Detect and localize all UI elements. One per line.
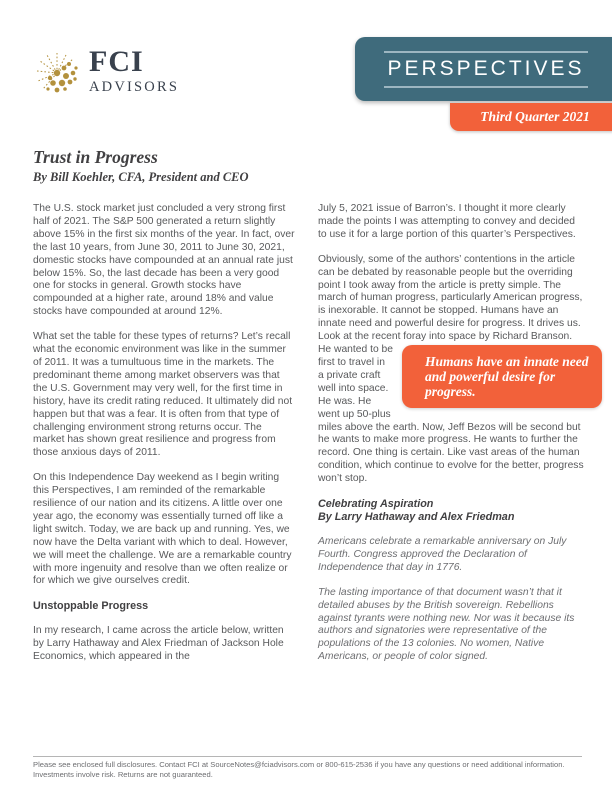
quoted-article-paragraph: The lasting importance of that document wasn’t that it detailed abuses by the British sovereign. Rebellions against tyrants were nothing new. Nor was it because its authors and signatories were representative of the populations of the 13 colonies. No women, Native Americans, or people of color signed. — [318, 586, 575, 663]
body-paragraph: On this Independence Day weekend as I begin writing this Perspectives, I am reminded of the remarkable resilience of our nation and its citizens. A little over one year ago, the economy was essentially turned off like a light switch. Today, we are back up and running. Yes, we now have the Delta variant with which to deal. However, we will meet the challenge. We are a remarkable country with more ingenuity and resolve than we often realize or for which we give ourselves credit. — [33, 472, 292, 587]
disclosure-line-2: Investments involve risk. Returns are not guaranteed. — [33, 769, 213, 779]
body-paragraph: The U.S. stock market just concluded a very strong first half of 2021. The S&P 500 generated a return slightly above 15% in the first six months of the year. In fact, over the last 10 years, from June 30, 2011 to June 30, 2021, domestic stocks have compounded at an annual rate just below 15%. So, the last decade has been a very good one for stocks in general. Growth stocks have compounded at a higher rate, around 18% and value stocks have compounded at around 12%. — [33, 203, 295, 318]
section-heading-unstoppable-progress: Unstoppable Progress — [33, 600, 149, 613]
logo-wordmark — [89, 47, 179, 95]
logo-fci-text: FCI — [89, 45, 144, 78]
body-paragraph: What set the table for these types of returns? Let’s recall what the economic environment was like in the summer of 2011. It was a tumultuous time in the markets. The predominant theme among market observers was that the U.S. Government may very well, for the first time in history, have its credit rating reduced. It ultimately did not happen but that was a fear. It is often from that type of challenging environment strong returns occur. The market has shown great resilience and progress from those anxious days of 2011. — [33, 331, 293, 459]
body-paragraph: July 5, 2021 issue of Barron’s. I thought it more clearly made the points I was attempting to convey and decided to use it for a large portion of this quarter’s Perspectives. — [318, 203, 576, 240]
banner-rule-bottom — [384, 86, 588, 88]
issue-ribbon: Third Quarter 2021 — [450, 103, 612, 131]
article-title: Trust in Progress — [33, 147, 158, 167]
body-paragraph: Obviously, some of the authors’ contentions in the article can be debated by reasonable people but the overriding point I took away from the article is pretty simple. The march of human progress, particularly American progress, is inexorable. It cannot be stopped. Humans have an innate need and powerful desire for progress. It drives us. Look at the recent foray into space by Richard Branson. — [318, 253, 583, 343]
disclosure-line-1: Please see enclosed full disclosures. Contact FCI at SourceNotes@fciadvisors.com or 800-615-2536 if you have any questions or need additional information. — [33, 760, 565, 769]
globe-dots-icon — [35, 51, 81, 97]
quoted-article-paragraph: Americans celebrate a remarkable anniversary on July Fourth. Congress approved the Declaration of Independence that day in 1776. — [318, 536, 567, 573]
disclosure-footer — [33, 756, 582, 779]
body-paragraph: In my research, I came across the article below, written by Larry Hathaway and Alex Friedman of Jackson Hole Economics, which appeared in the — [33, 625, 284, 663]
right-column — [318, 203, 589, 676]
pull-quote-box — [402, 345, 602, 408]
article-byline: By Bill Koehler, CFA, President and CEO — [33, 170, 249, 184]
section-byline: By Larry Hathaway and Alex Friedman — [318, 511, 515, 524]
section-heading-celebrating-aspiration: Celebrating Aspiration — [318, 498, 434, 511]
perspectives-banner — [355, 37, 612, 101]
left-column — [33, 203, 296, 676]
body-paragraph-with-pullquote — [318, 344, 589, 486]
perspectives-banner-inner — [384, 51, 588, 88]
newsletter-title: PERSPECTIVES — [387, 56, 585, 80]
logo-advisors-text: ADVISORS — [89, 79, 180, 95]
pull-quote-text: Humans have an innate need and powerful desire for progress. — [425, 354, 589, 400]
fci-advisors-logo — [35, 47, 179, 97]
banner-rule-top — [384, 51, 588, 53]
body-text-wrap: He wanted to be first to travel in a private craft well into space. He was. He went up 50-plus miles above the earth. Now, Jeff Bezos will be second but he wants to make more progress. He wants to further the record. One thing is certain. Like vast areas of the human condition, which continue to evolve for the better, progress won’t stop. — [318, 344, 584, 485]
